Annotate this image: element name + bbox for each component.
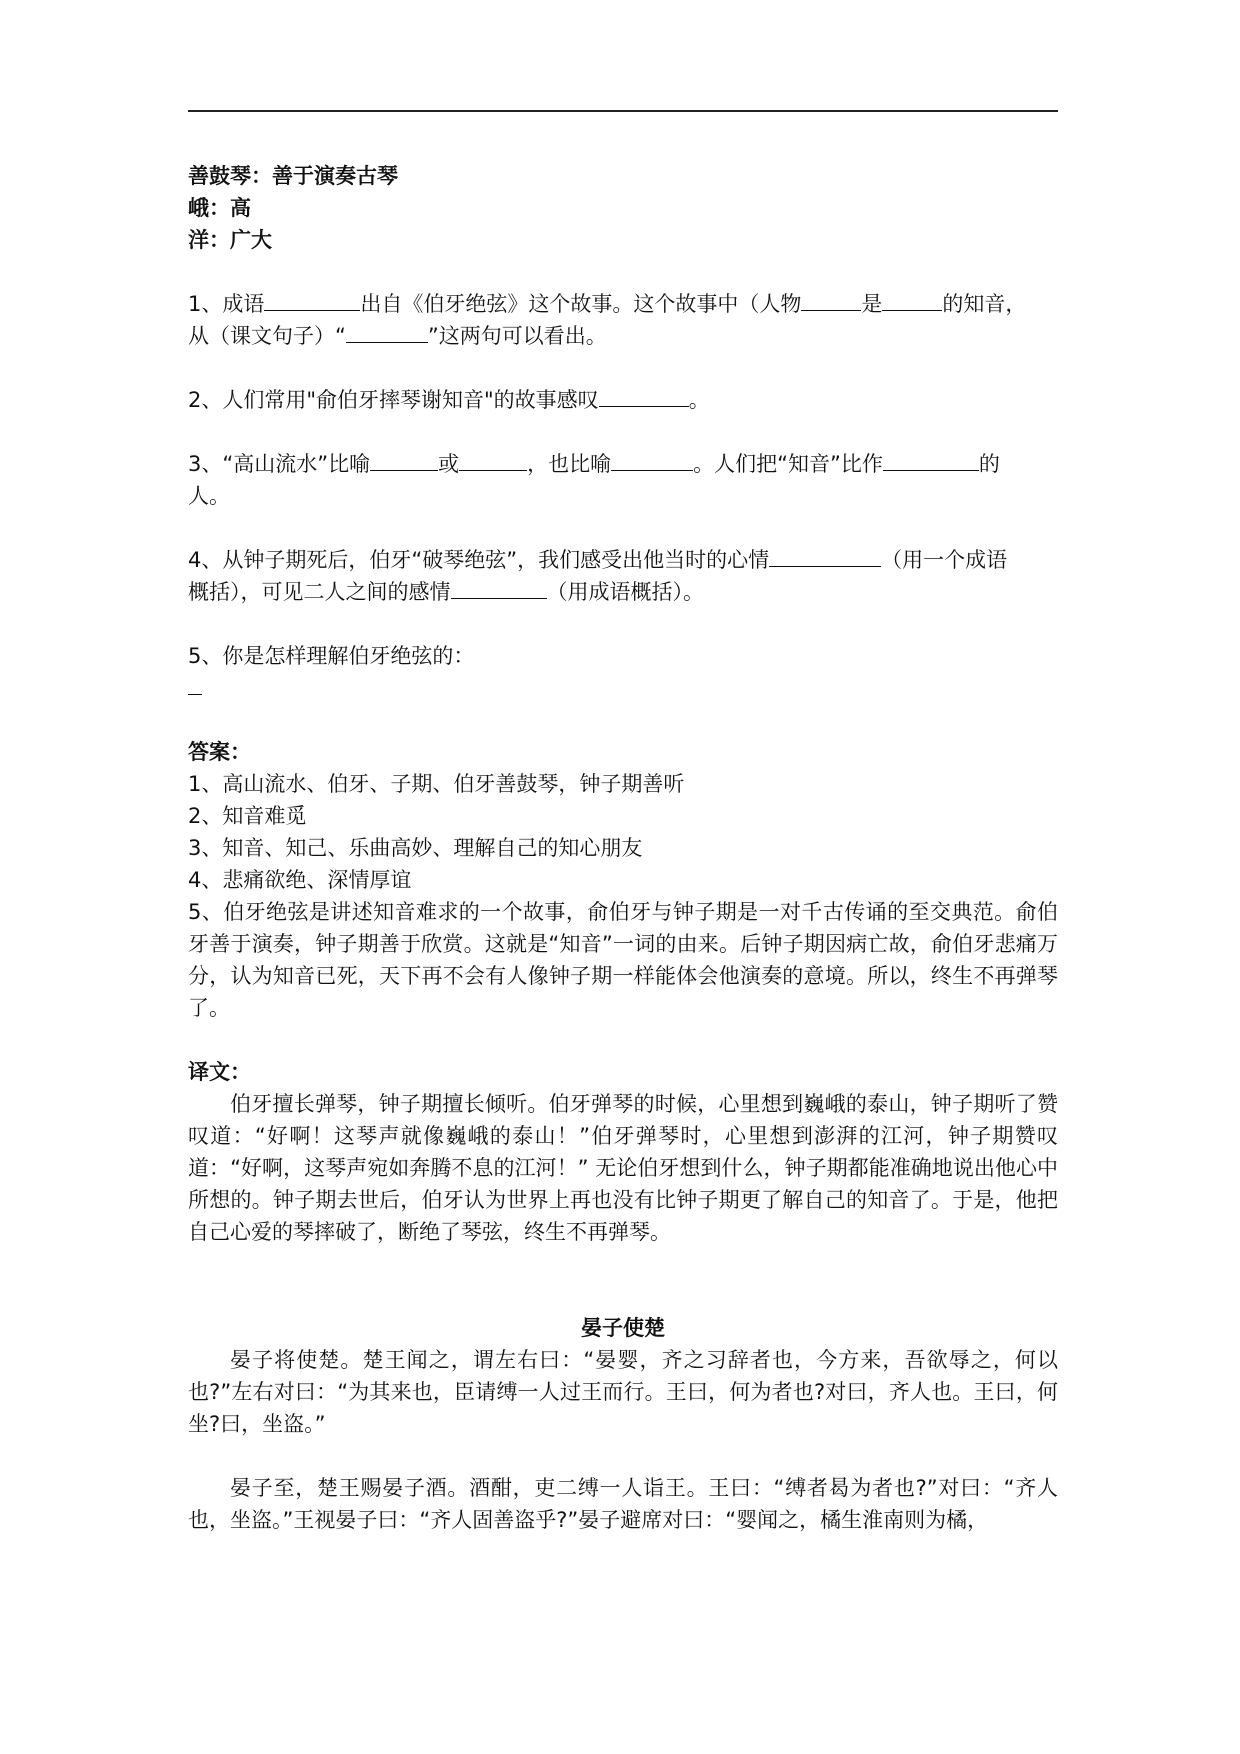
translation-heading: 译文： xyxy=(188,1060,251,1084)
answer-blank xyxy=(370,448,438,471)
glossary-meaning: 广大 xyxy=(230,228,272,252)
question-line xyxy=(188,320,1058,352)
glossary-entry xyxy=(188,224,1058,256)
section-title: 晏子使楚 xyxy=(581,1316,665,1340)
question-text: 的 xyxy=(978,452,1000,476)
question-line xyxy=(188,288,1058,320)
glossary-separator: ： xyxy=(209,228,230,252)
question-line xyxy=(188,576,1058,608)
question-line xyxy=(188,544,1058,576)
question-text: 3、“高山流水”比喻 xyxy=(188,452,371,476)
question-3 xyxy=(188,448,1058,512)
question-text: 或 xyxy=(438,452,460,476)
question-text: 出自《伯牙绝弦》这个故事。这个故事中（人物 xyxy=(360,292,802,316)
question-line: 人。 xyxy=(188,484,230,508)
question-1 xyxy=(188,288,1058,352)
answer-blank xyxy=(883,448,979,471)
answer-blank xyxy=(264,288,360,311)
glossary-term: 峨 xyxy=(188,196,209,220)
glossary-term: 洋 xyxy=(188,228,209,252)
document-body xyxy=(188,160,1058,1536)
question-text: 2、人们常用"俞伯牙摔琴谢知音"的故事感叹 xyxy=(188,388,599,412)
answer-blank xyxy=(599,384,689,407)
answer-blank xyxy=(801,288,861,311)
glossary-separator: ： xyxy=(209,196,230,220)
glossary-meaning: 善于演奏古琴 xyxy=(272,164,398,188)
glossary-separator: ： xyxy=(251,164,272,188)
question-text: 。 xyxy=(688,388,710,412)
question-text: 概括），可见二人之间的感情 xyxy=(188,580,451,604)
answer-blank xyxy=(459,448,527,471)
question-text: 的知音， xyxy=(942,292,1027,316)
question-5: 5、你是怎样理解伯牙绝弦的： xyxy=(188,644,475,668)
question-text: ”这两句可以看出。 xyxy=(427,324,607,348)
question-2 xyxy=(188,384,1058,416)
answer-blank xyxy=(769,544,881,567)
answer-blank xyxy=(451,576,547,599)
answer-blank xyxy=(188,672,202,695)
yanzi-section xyxy=(188,1312,1058,1536)
answer-blank xyxy=(882,288,942,311)
glossary-entry xyxy=(188,160,1058,192)
paragraph: 晏子至，楚王赐晏子酒。酒酣，吏二缚一人诣王。王曰：“缚者曷为者也?”对曰：“齐人也，坐盗。”王视晏子曰：“齐人固善盗乎?”晏子避席对曰：“婴闻之，橘生淮南则为橘， xyxy=(188,1476,1058,1532)
glossary-term: 善鼓琴 xyxy=(188,164,251,188)
answer-item: 4、悲痛欲绝、深情厚谊 xyxy=(188,868,412,892)
answer-item: 3、知音、知己、乐曲高妙、理解自己的知心朋友 xyxy=(188,836,643,860)
question-4 xyxy=(188,544,1058,608)
translation-text: 伯牙擅长弹琴，钟子期擅长倾听。伯牙弹琴的时候，心里想到巍峨的泰山，钟子期听了赞叹道：“好啊！这琴声就像巍峨的泰山！”伯牙弹琴时，心里想到澎湃的江河，钟子期赞叹道：“好啊，这琴声宛如奔腾不息的江河！” 无论伯牙想到什么，钟子期都能准确地说出他心中所想的。钟子期去世后，伯牙认为世界上再也没有比钟子期更了解自己的知音了。于是，他把自己心爱的琴摔破了，断绝了琴弦，终生不再弹琴。 xyxy=(188,1092,1058,1244)
answer-item: 2、知音难觅 xyxy=(188,804,307,828)
header-rule xyxy=(188,110,1058,112)
answers-heading: 答案： xyxy=(188,740,251,764)
answer-item: 1、高山流水、伯牙、子期、伯牙善鼓琴，钟子期善听 xyxy=(188,772,685,796)
answer-item: 5、伯牙绝弦是讲述知音难求的一个故事，俞伯牙与钟子期是一对千古传诵的至交典范。俞伯牙善于演奏，钟子期善于欣赏。这就是“知音”一词的由来。后钟子期因病亡故，俞伯牙悲痛万分，认为知音已死，天下再不会有人像钟子期一样能体会他演奏的意境。所以，终生不再弹琴了。 xyxy=(188,900,1058,1020)
paragraph: 晏子将使楚。楚王闻之，谓左右曰：“晏婴，齐之习辞者也，今方来，吾欲辱之，何以也?”左右对曰：“为其来也，臣请缚一人过王而行。王曰，何为者也?对曰，齐人也。王曰，何坐?曰，坐盗。” xyxy=(188,1348,1058,1436)
answer-blank xyxy=(346,320,428,343)
translation-section xyxy=(188,1056,1058,1248)
question-text: 1、成语 xyxy=(188,292,265,316)
question-5-answer-line xyxy=(188,672,1058,704)
answers-section xyxy=(188,736,1058,1024)
question-text: ，也比喻 xyxy=(527,452,612,476)
question-text: 是 xyxy=(861,292,883,316)
question-text: 4、从钟子期死后，伯牙“破琴绝弦”，我们感受出他当时的心情 xyxy=(188,548,770,572)
question-text: 从（课文句子）“ xyxy=(188,324,346,348)
question-line xyxy=(188,448,1058,480)
answer-blank xyxy=(611,448,693,471)
glossary-meaning: 高 xyxy=(230,196,251,220)
glossary-entry xyxy=(188,192,1058,224)
question-text: （用一个成语 xyxy=(881,548,1008,572)
question-text: （用成语概括）。 xyxy=(546,580,704,604)
question-text: 。人们把“知音”比作 xyxy=(693,452,883,476)
glossary xyxy=(188,160,1058,256)
